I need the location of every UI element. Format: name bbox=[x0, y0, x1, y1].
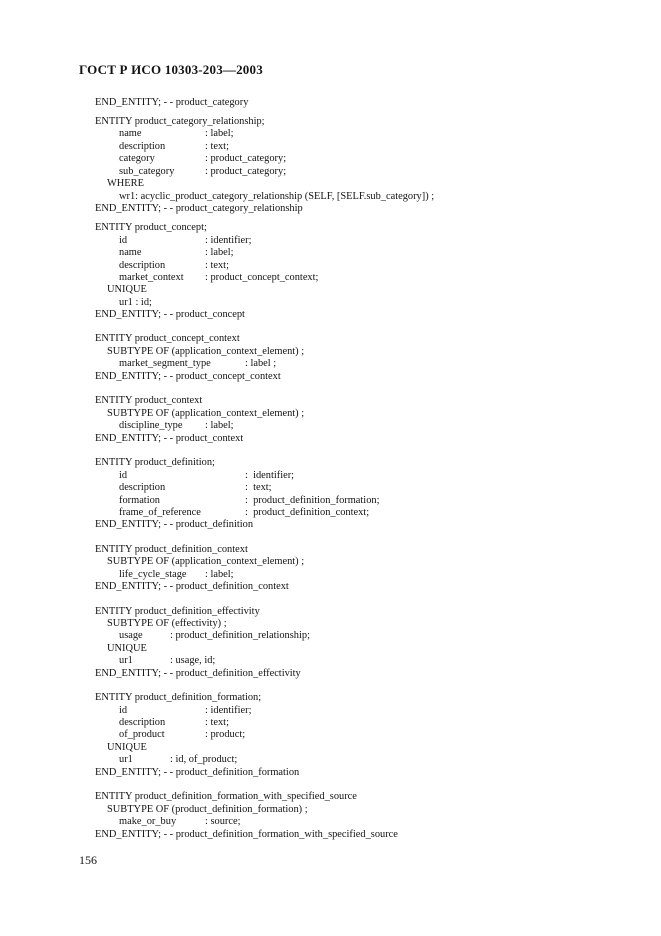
code-line bbox=[107, 742, 147, 754]
code-text: ENTITY product_definition_effectivity bbox=[95, 606, 260, 617]
attribute-type: : identifier; bbox=[205, 705, 252, 716]
code-text: UNIQUE bbox=[107, 742, 147, 753]
code-text: END_ENTITY; - - product_category_relationship bbox=[95, 203, 303, 214]
code-text: ENTITY product_concept; bbox=[95, 222, 207, 233]
code-line bbox=[95, 371, 281, 383]
code-text: SUBTYPE OF (application_context_element) ; bbox=[107, 556, 305, 567]
code-line bbox=[119, 754, 238, 766]
code-text: ur1 bbox=[119, 655, 133, 666]
code-text: sub_category bbox=[119, 166, 175, 177]
attribute-type: : product_definition_relationship; bbox=[170, 630, 310, 641]
code-line bbox=[119, 655, 216, 667]
code-line bbox=[119, 705, 252, 717]
code-line bbox=[119, 166, 287, 178]
code-text: SUBTYPE OF (product_definition_formation) ; bbox=[107, 804, 308, 815]
code-text: END_ENTITY; - - product_definition_effectivity bbox=[95, 668, 301, 679]
code-text: END_ENTITY; - - product_definition_formation bbox=[95, 767, 300, 778]
document-header: ГОСТ Р ИСО 10303-203—2003 bbox=[79, 62, 263, 77]
code-text: ENTITY product_definition_formation_with_specified_source bbox=[95, 791, 357, 802]
code-text: id bbox=[119, 470, 128, 481]
code-line bbox=[119, 260, 229, 272]
attribute-type: : product; bbox=[205, 729, 246, 740]
attribute-type: : label; bbox=[205, 420, 234, 431]
code-line bbox=[119, 235, 252, 247]
code-line bbox=[95, 433, 243, 445]
attribute-type: : identifier; bbox=[205, 235, 252, 246]
code-line bbox=[95, 395, 202, 407]
code-text: of_product bbox=[119, 729, 165, 740]
page-number: 156 bbox=[79, 853, 97, 867]
code-line bbox=[95, 203, 303, 215]
code-line bbox=[95, 544, 248, 556]
code-line bbox=[107, 408, 304, 420]
code-line bbox=[119, 816, 241, 828]
code-text: UNIQUE bbox=[107, 284, 147, 295]
code-line bbox=[119, 358, 277, 370]
code-text: ENTITY product_definition; bbox=[95, 457, 215, 468]
code-text: description bbox=[119, 482, 166, 493]
code-line bbox=[119, 470, 295, 482]
code-text: category bbox=[119, 153, 155, 164]
attribute-type: : product_concept_context; bbox=[205, 272, 319, 283]
code-line bbox=[95, 791, 357, 803]
code-text: description bbox=[119, 717, 166, 728]
code-text: ENTITY product_definition_formation; bbox=[95, 692, 262, 703]
code-text: END_ENTITY; - - product_concept_context bbox=[95, 371, 281, 382]
code-line bbox=[95, 457, 215, 469]
code-text: id bbox=[119, 235, 128, 246]
attribute-type: : text; bbox=[245, 482, 272, 493]
code-text: ENTITY product_definition_context bbox=[95, 544, 248, 555]
code-text: description bbox=[119, 260, 166, 271]
code-line bbox=[119, 482, 272, 494]
attribute-type: : text; bbox=[205, 260, 229, 271]
code-text: ur1 : id; bbox=[119, 297, 152, 308]
code-line bbox=[95, 333, 240, 345]
attribute-type: : product_category; bbox=[205, 166, 287, 177]
code-text: SUBTYPE OF (application_context_element) ; bbox=[107, 346, 305, 357]
code-line bbox=[119, 630, 310, 642]
code-text: market_segment_type bbox=[119, 358, 211, 369]
code-line bbox=[107, 643, 147, 655]
code-line bbox=[107, 804, 308, 816]
code-line bbox=[119, 128, 234, 140]
attribute-type: : label; bbox=[205, 128, 234, 139]
code-text: WHERE bbox=[107, 178, 144, 189]
attribute-type: : product_category; bbox=[205, 153, 287, 164]
code-line bbox=[95, 116, 265, 128]
code-text: wr1: acyclic_product_category_relationship (SELF, [SELF.sub_category]) ; bbox=[119, 191, 435, 202]
code-line bbox=[95, 606, 260, 618]
code-line bbox=[107, 284, 147, 296]
code-text: END_ENTITY; - - product_category bbox=[95, 97, 249, 108]
code-line bbox=[107, 618, 227, 630]
code-line bbox=[107, 178, 144, 190]
attribute-type: : label; bbox=[205, 247, 234, 258]
code-line bbox=[107, 346, 304, 358]
code-line bbox=[95, 581, 289, 593]
code-line bbox=[119, 569, 234, 581]
attribute-type: : product_definition_formation; bbox=[245, 495, 380, 506]
code-text: life_cycle_stage bbox=[119, 569, 187, 580]
code-line bbox=[107, 556, 304, 568]
code-line bbox=[119, 717, 229, 729]
code-line bbox=[119, 191, 434, 203]
attribute-type: : text; bbox=[205, 717, 229, 728]
code-text: frame_of_reference bbox=[119, 507, 201, 518]
code-text: UNIQUE bbox=[107, 643, 147, 654]
attribute-type: : text; bbox=[205, 141, 229, 152]
attribute-type: : usage, id; bbox=[170, 655, 216, 666]
code-line bbox=[95, 309, 245, 321]
code-text: market_context bbox=[119, 272, 184, 283]
code-text: END_ENTITY; - - product_definition_formation_with_specified_source bbox=[95, 829, 398, 840]
attribute-type: : label; bbox=[205, 569, 234, 580]
code-text: name bbox=[119, 247, 142, 258]
code-text: ENTITY product_context bbox=[95, 395, 203, 406]
code-line bbox=[119, 272, 319, 284]
code-text: END_ENTITY; - - product_concept bbox=[95, 309, 245, 320]
attribute-type: : product_definition_context; bbox=[245, 507, 370, 518]
code-line bbox=[119, 495, 380, 507]
code-text: SUBTYPE OF (application_context_element) ; bbox=[107, 408, 305, 419]
attribute-type: : identifier; bbox=[245, 470, 295, 481]
code-text: id bbox=[119, 705, 128, 716]
code-line bbox=[119, 297, 152, 309]
code-text: discipline_type bbox=[119, 420, 183, 431]
code-text: ur1 bbox=[119, 754, 133, 765]
code-text: END_ENTITY; - - product_definition bbox=[95, 519, 254, 530]
code-text: SUBTYPE OF (effectivity) ; bbox=[107, 618, 227, 629]
attribute-type: : source; bbox=[205, 816, 241, 827]
code-line bbox=[119, 420, 234, 432]
code-line bbox=[119, 247, 234, 259]
code-line bbox=[95, 767, 299, 779]
code-line bbox=[119, 729, 246, 741]
code-text: usage bbox=[119, 630, 143, 641]
attribute-type: : id, of_product; bbox=[170, 754, 238, 765]
code-line bbox=[119, 141, 229, 153]
attribute-type: : label ; bbox=[245, 358, 277, 369]
code-text: name bbox=[119, 128, 142, 139]
code-text: formation bbox=[119, 495, 160, 506]
code-text: ENTITY product_concept_context bbox=[95, 333, 240, 344]
code-line bbox=[95, 519, 253, 531]
code-line bbox=[95, 222, 207, 234]
code-line bbox=[95, 97, 248, 109]
code-line bbox=[119, 153, 287, 165]
code-text: make_or_buy bbox=[119, 816, 177, 827]
code-line bbox=[119, 507, 370, 519]
code-line bbox=[95, 829, 398, 841]
code-line bbox=[95, 668, 301, 680]
code-text: description bbox=[119, 141, 166, 152]
code-text: END_ENTITY; - - product_context bbox=[95, 433, 244, 444]
code-text: ENTITY product_category_relationship; bbox=[95, 116, 265, 127]
code-text: END_ENTITY; - - product_definition_context bbox=[95, 581, 289, 592]
code-line bbox=[95, 692, 261, 704]
